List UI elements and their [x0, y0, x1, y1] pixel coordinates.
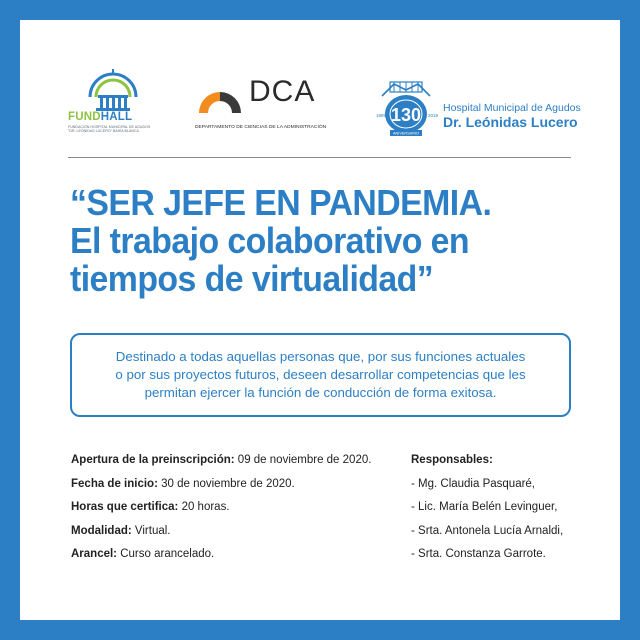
detail-label: Apertura de la preinscripción:: [71, 454, 235, 466]
audience-line2: o por sus proyectos futuros, deseen desarrollar competencias que les: [115, 367, 526, 382]
course-details: [71, 454, 371, 572]
detail-preinscripcion: [71, 454, 371, 478]
detail-value: 30 de noviembre de 2020.: [157, 477, 295, 490]
audience-box: [70, 333, 571, 417]
audience-text: [115, 348, 525, 402]
audience-line3: permitan ejercer la función de conducción de forma exitosa.: [144, 385, 497, 400]
svg-text:1889: 1889: [376, 113, 387, 118]
headline-line2: El trabajo colaborativo en: [70, 220, 470, 261]
detail-label: Arancel:: [71, 548, 118, 560]
dca-wordmark: DCA: [249, 75, 316, 108]
detail-value: Virtual.: [131, 524, 171, 537]
detail-label: Fecha de inicio:: [71, 477, 158, 490]
detail-value: Curso arancelado.: [117, 548, 215, 560]
headline: [70, 184, 559, 298]
svg-text:130: 130: [390, 105, 422, 125]
detail-label: Modalidad:: [71, 524, 132, 537]
dca-subtitle: DEPARTAMENTO DE CIENCIAS DE LA ADMINISTRACIÓN: [195, 125, 327, 130]
detail-horas: [71, 501, 371, 525]
detail-modalidad: [71, 525, 371, 549]
responsable-item: - Lic. María Belén Levinguer,: [411, 501, 558, 513]
audience-line1: Destinado a todas aquellas personas que, por sus funciones actuales: [115, 349, 526, 364]
detail-value: 20 horas.: [178, 501, 230, 513]
dca-logo: [195, 75, 330, 135]
headline-line3: tiempos de virtualidad”: [70, 258, 434, 299]
header-divider: [68, 157, 571, 158]
detail-arancel: [71, 548, 371, 572]
responsables-list: [411, 454, 563, 572]
dca-arc-icon: [195, 77, 245, 123]
hospital-130-anniversary-icon: [372, 70, 442, 140]
headline-line1: “SER JEFE EN PANDEMIA.: [70, 182, 492, 223]
fundhall-dome-icon: [84, 67, 142, 111]
fundhall-subtitle: FUNDACIÓN HOSPITAL MUNICIPAL DE AGUDOS "DR. LEÓNIDAS LUCERO" BAHÍA BLANCA: [68, 125, 151, 134]
svg-text:ANIVERSARIO: ANIVERSARIO: [393, 131, 419, 136]
hospital-name-line2: Dr. Leónidas Lucero: [443, 114, 578, 130]
svg-text:2019: 2019: [428, 113, 439, 118]
responsable-item: - Srta. Constanza Garrote.: [411, 548, 546, 560]
responsable-item: - Srta. Antonela Lucía Arnaldi,: [411, 524, 564, 537]
detail-value: 09 de noviembre de 2020.: [234, 454, 372, 466]
hospital-name-line1: Hospital Municipal de Agudos: [443, 102, 581, 114]
detail-fecha-inicio: [71, 478, 371, 502]
fundhall-logo: [68, 67, 158, 137]
detail-label: Horas que certifica:: [71, 501, 179, 513]
flyer-card: [20, 20, 620, 620]
responsable-item: - Mg. Claudia Pasquaré,: [411, 477, 536, 490]
fundhall-wordmark: FUNDHALL: [68, 111, 133, 123]
hospital-logo: [372, 70, 597, 140]
responsables-heading: Responsables:: [411, 454, 493, 466]
